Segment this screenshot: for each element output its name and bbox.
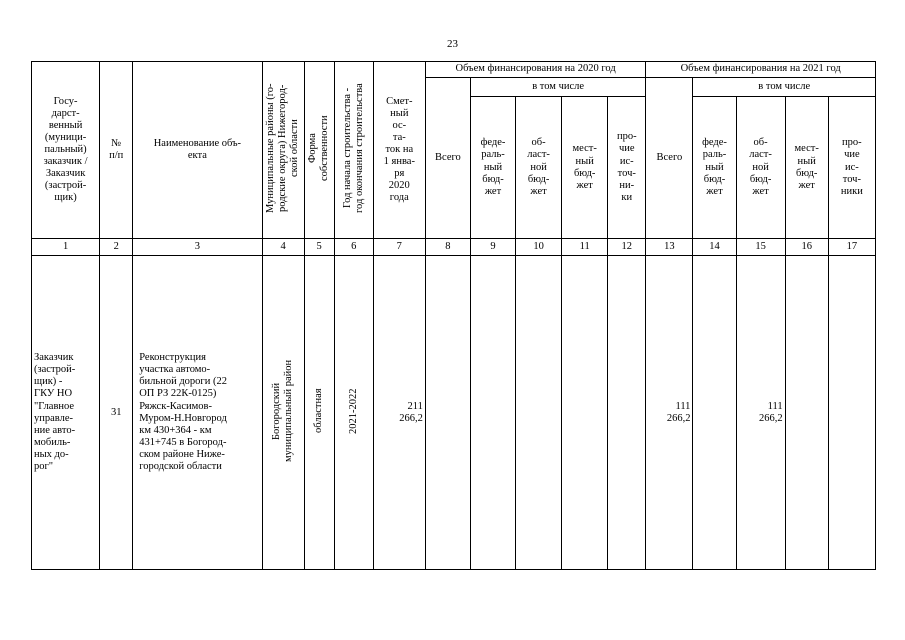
column-number: 17	[828, 239, 875, 256]
cell-other-2020	[608, 256, 646, 570]
header-regional-2021: об- ласт- ной бюд- жет	[736, 97, 785, 239]
header-federal-2021: феде- раль- ный бюд- жет	[693, 97, 736, 239]
header-years: Год начала строительства - год окончания строительства	[334, 62, 373, 239]
column-number: 15	[736, 239, 785, 256]
column-number: 4	[262, 239, 304, 256]
cell-federal-2021	[693, 256, 736, 570]
cell-local-2021	[785, 256, 828, 570]
header-federal-2020: феде- раль- ный бюд- жет	[470, 97, 515, 239]
cell-federal-2020	[470, 256, 515, 570]
header-total-2020: Всего	[425, 78, 470, 239]
table-row	[32, 256, 876, 570]
cell-local-2020	[562, 256, 608, 570]
cell-other-2021	[828, 256, 875, 570]
column-number: 2	[100, 239, 133, 256]
cell-district: Богородский муниципальный район	[262, 256, 304, 570]
column-number: 5	[304, 239, 334, 256]
column-number: 1	[32, 239, 100, 256]
header-total-2021: Всего	[646, 78, 693, 239]
header-including-2020: в том числе	[470, 78, 645, 97]
header-other-2020: про- чие ис- точ- ни- ки	[608, 97, 646, 239]
column-number: 14	[693, 239, 736, 256]
financing-table	[31, 61, 876, 570]
cell-regional-2020	[516, 256, 562, 570]
header-customer: Госу- дарст- венный (муници- пальный) заказчик / Заказчик (застрой- щик)	[32, 62, 100, 239]
column-number: 16	[785, 239, 828, 256]
header-number: № п/п	[100, 62, 133, 239]
column-number: 11	[562, 239, 608, 256]
column-number: 9	[470, 239, 515, 256]
column-number: 13	[646, 239, 693, 256]
column-number: 7	[373, 239, 425, 256]
column-number: 6	[334, 239, 373, 256]
header-ownership: Форма собственности	[304, 62, 334, 239]
cell-regional-2021: 111 266,2	[736, 256, 785, 570]
header-district: Муниципальные районы (го- родские округа) Нижегород- ской области	[262, 62, 304, 239]
cell-remainder: 211 266,2	[373, 256, 425, 570]
header-object-name: Наименование объ- екта	[133, 62, 262, 239]
cell-number: 31	[100, 256, 133, 570]
cell-customer: Заказчик (застрой- щик) - ГКУ НО "Главное управле- ние авто- мобиль- ных до- рог"	[32, 256, 100, 570]
column-number: 8	[425, 239, 470, 256]
header-regional-2020: об- ласт- ной бюд- жет	[516, 97, 562, 239]
header-other-2021: про- чие ис- точ- ники	[828, 97, 875, 239]
header-remainder: Смет- ный ос- та- ток на 1 янва- ря 2020 года	[373, 62, 425, 239]
cell-object-name: Реконструкция участка автомо- бильной дороги (22 ОП РЗ 22К-0125) Ряжск-Касимов- Муром-Н.Новгород км 430+364 - км 431+745 в Богород- ском районе Ниже- городской области	[133, 256, 262, 570]
header-group-2021: Объем финансирования на 2021 год	[646, 62, 876, 78]
header-including-2021: в том числе	[693, 78, 876, 97]
header-local-2021: мест- ный бюд- жет	[785, 97, 828, 239]
column-number: 3	[133, 239, 262, 256]
cell-ownership: областная	[304, 256, 334, 570]
column-number: 10	[516, 239, 562, 256]
cell-total-2021: 111 266,2	[646, 256, 693, 570]
page-number: 23	[447, 38, 458, 50]
cell-years: 2021-2022	[334, 256, 373, 570]
column-number: 12	[608, 239, 646, 256]
header-local-2020: мест- ный бюд- жет	[562, 97, 608, 239]
cell-total-2020	[425, 256, 470, 570]
header-group-2020: Объем финансирования на 2020 год	[425, 62, 645, 78]
